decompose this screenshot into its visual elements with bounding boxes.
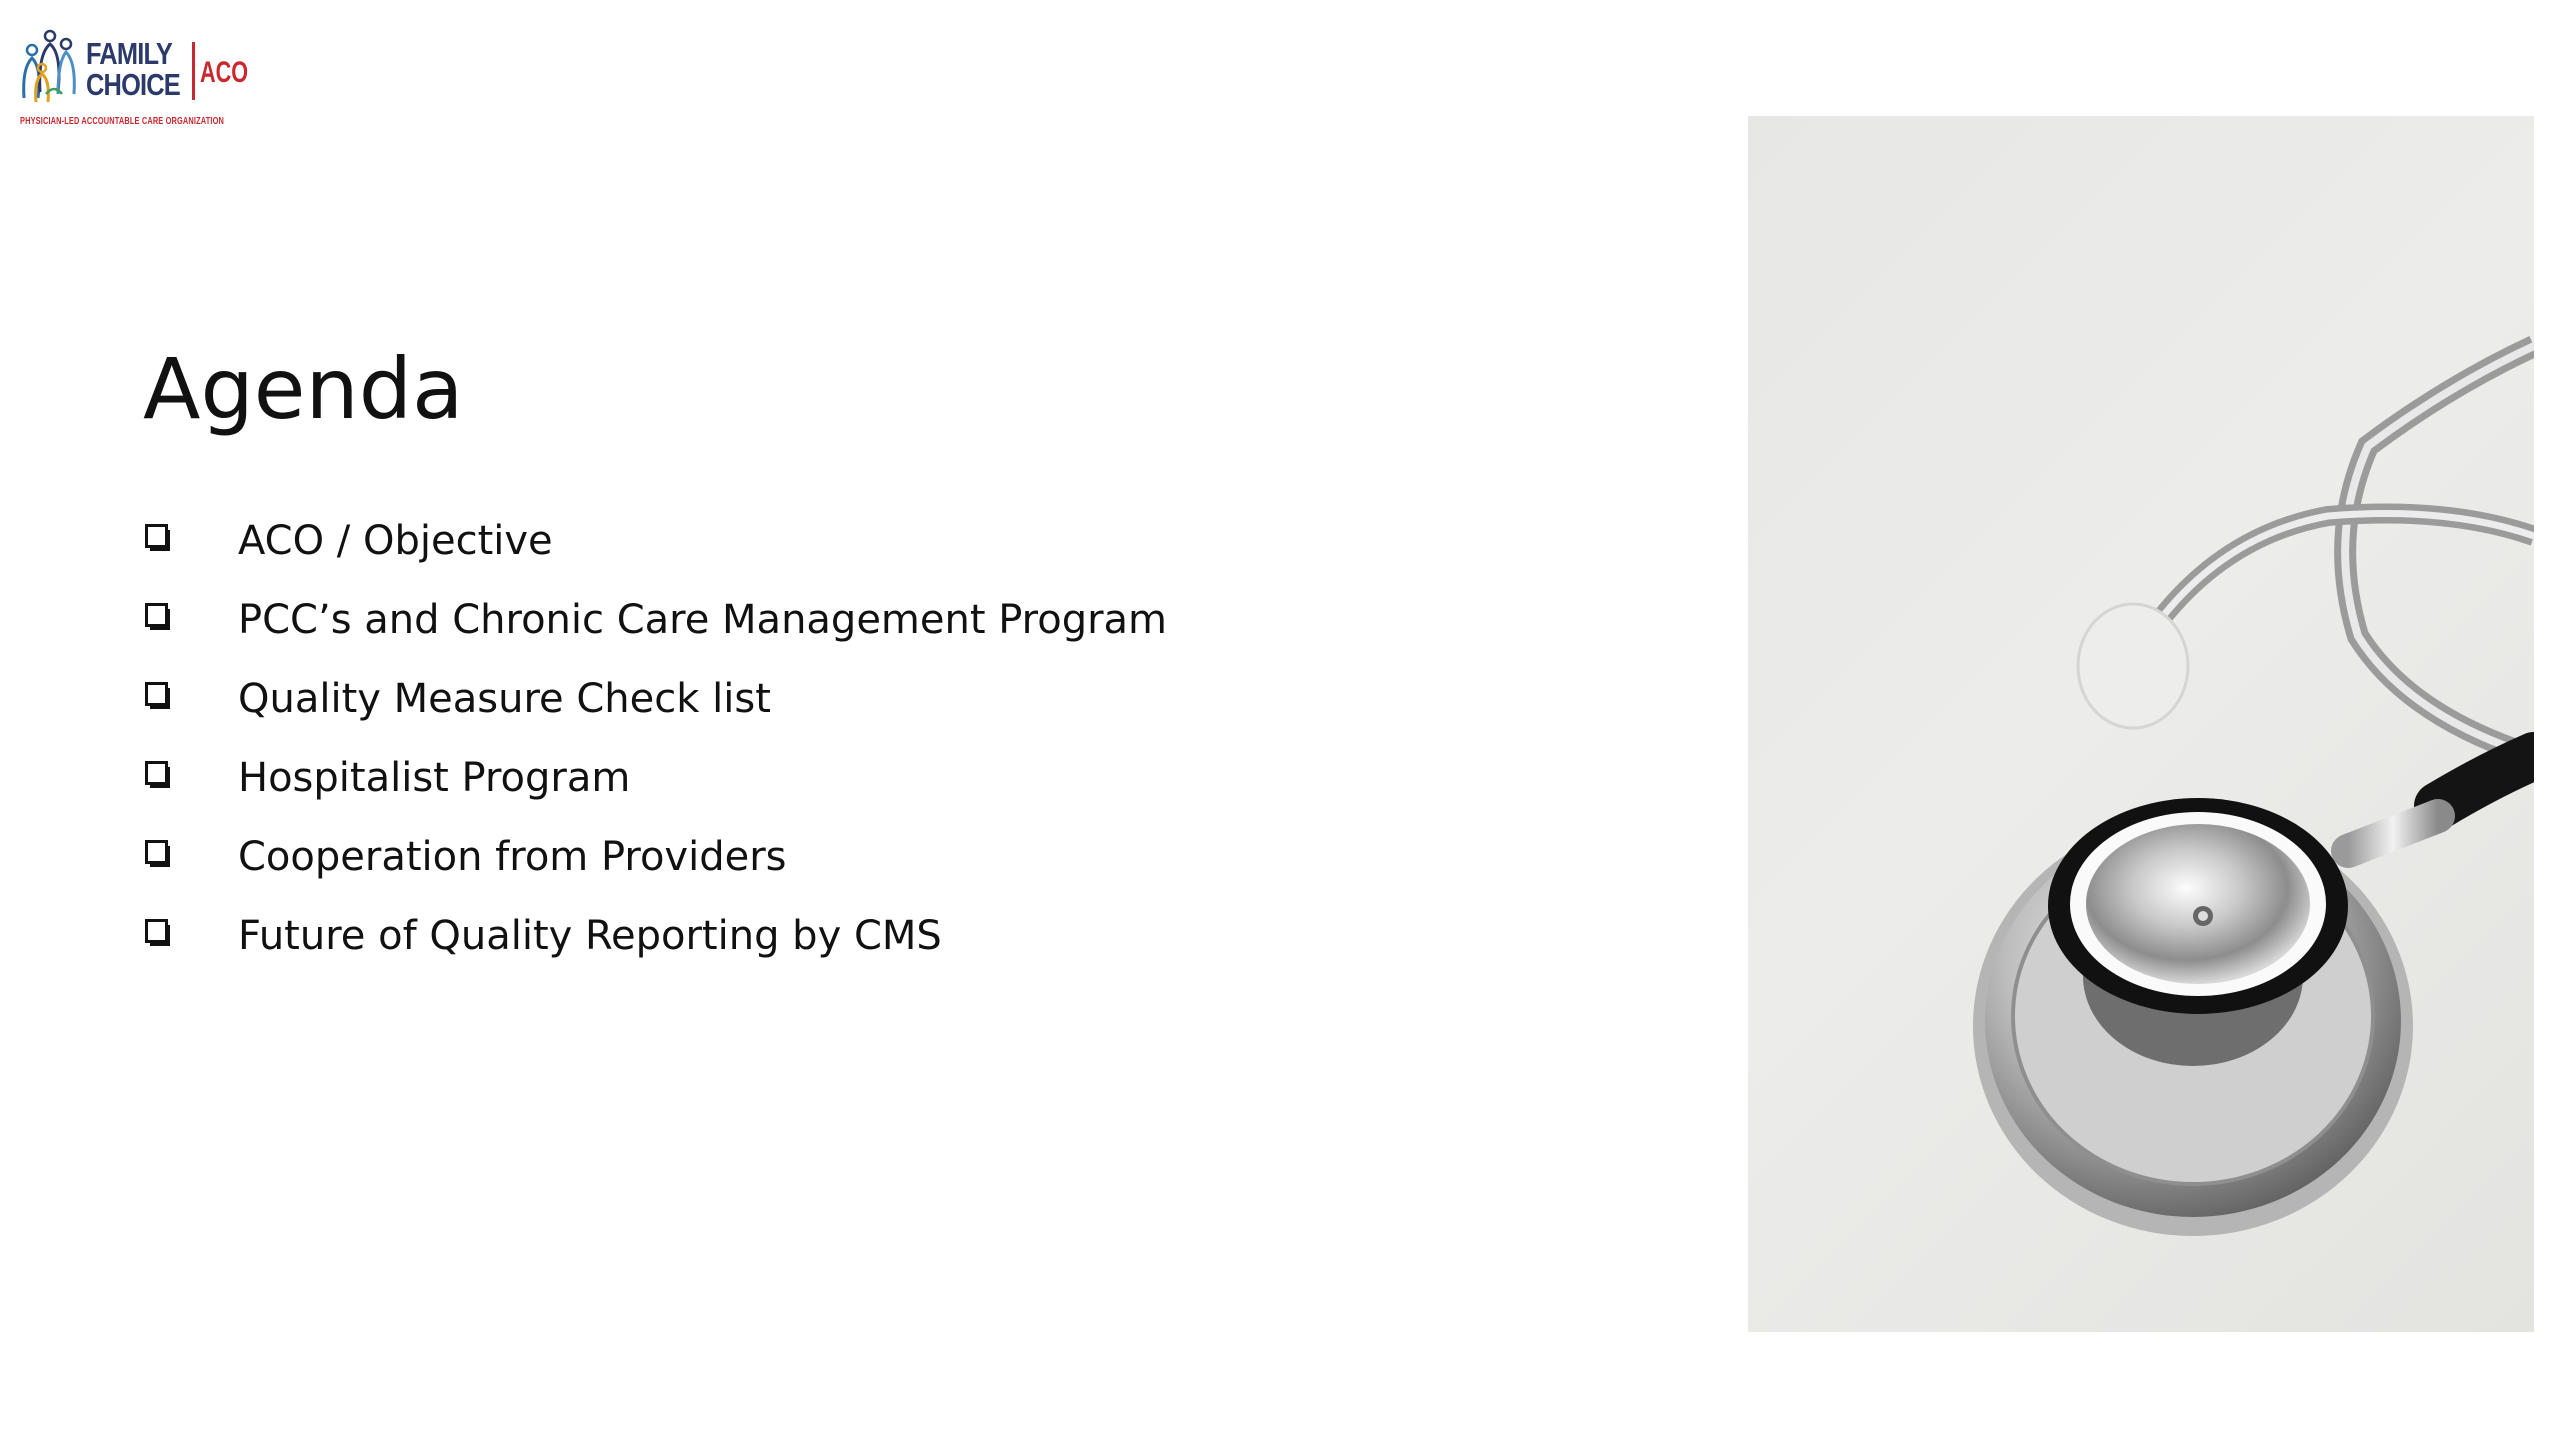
checkbox-bullet-icon: [145, 603, 173, 633]
family-choice-aco-logo: [18, 28, 248, 134]
slide-title: Agenda: [143, 340, 464, 438]
agenda-item-label: Cooperation from Providers: [238, 834, 787, 880]
checkbox-bullet-icon: [145, 919, 173, 949]
agenda-item-label: PCC’s and Chronic Care Management Program: [238, 597, 1168, 643]
stethoscope-icon: [1748, 116, 2534, 1332]
checkbox-bullet-icon: [145, 840, 173, 870]
logo-divider: [192, 42, 195, 100]
agenda-item-label: ACO / Objective: [238, 518, 553, 564]
checkbox-bullet-icon: [145, 524, 173, 554]
checkbox-bullet-icon: [145, 682, 173, 712]
stethoscope-photo: [1748, 116, 2534, 1332]
family-figures-icon: [18, 28, 84, 108]
checkbox-bullet-icon: [145, 761, 173, 791]
logo-text-choice: CHOICE: [86, 67, 180, 102]
agenda-item-label: Quality Measure Check list: [238, 676, 771, 722]
agenda-item-label: Future of Quality Reporting by CMS: [238, 913, 942, 959]
logo-text-aco: ACO: [200, 56, 249, 89]
logo-text-family: FAMILY: [86, 36, 172, 71]
logo-tagline: PHYSICIAN-LED ACCOUNTABLE CARE ORGANIZATION: [20, 116, 224, 127]
agenda-item-label: Hospitalist Program: [238, 755, 631, 801]
